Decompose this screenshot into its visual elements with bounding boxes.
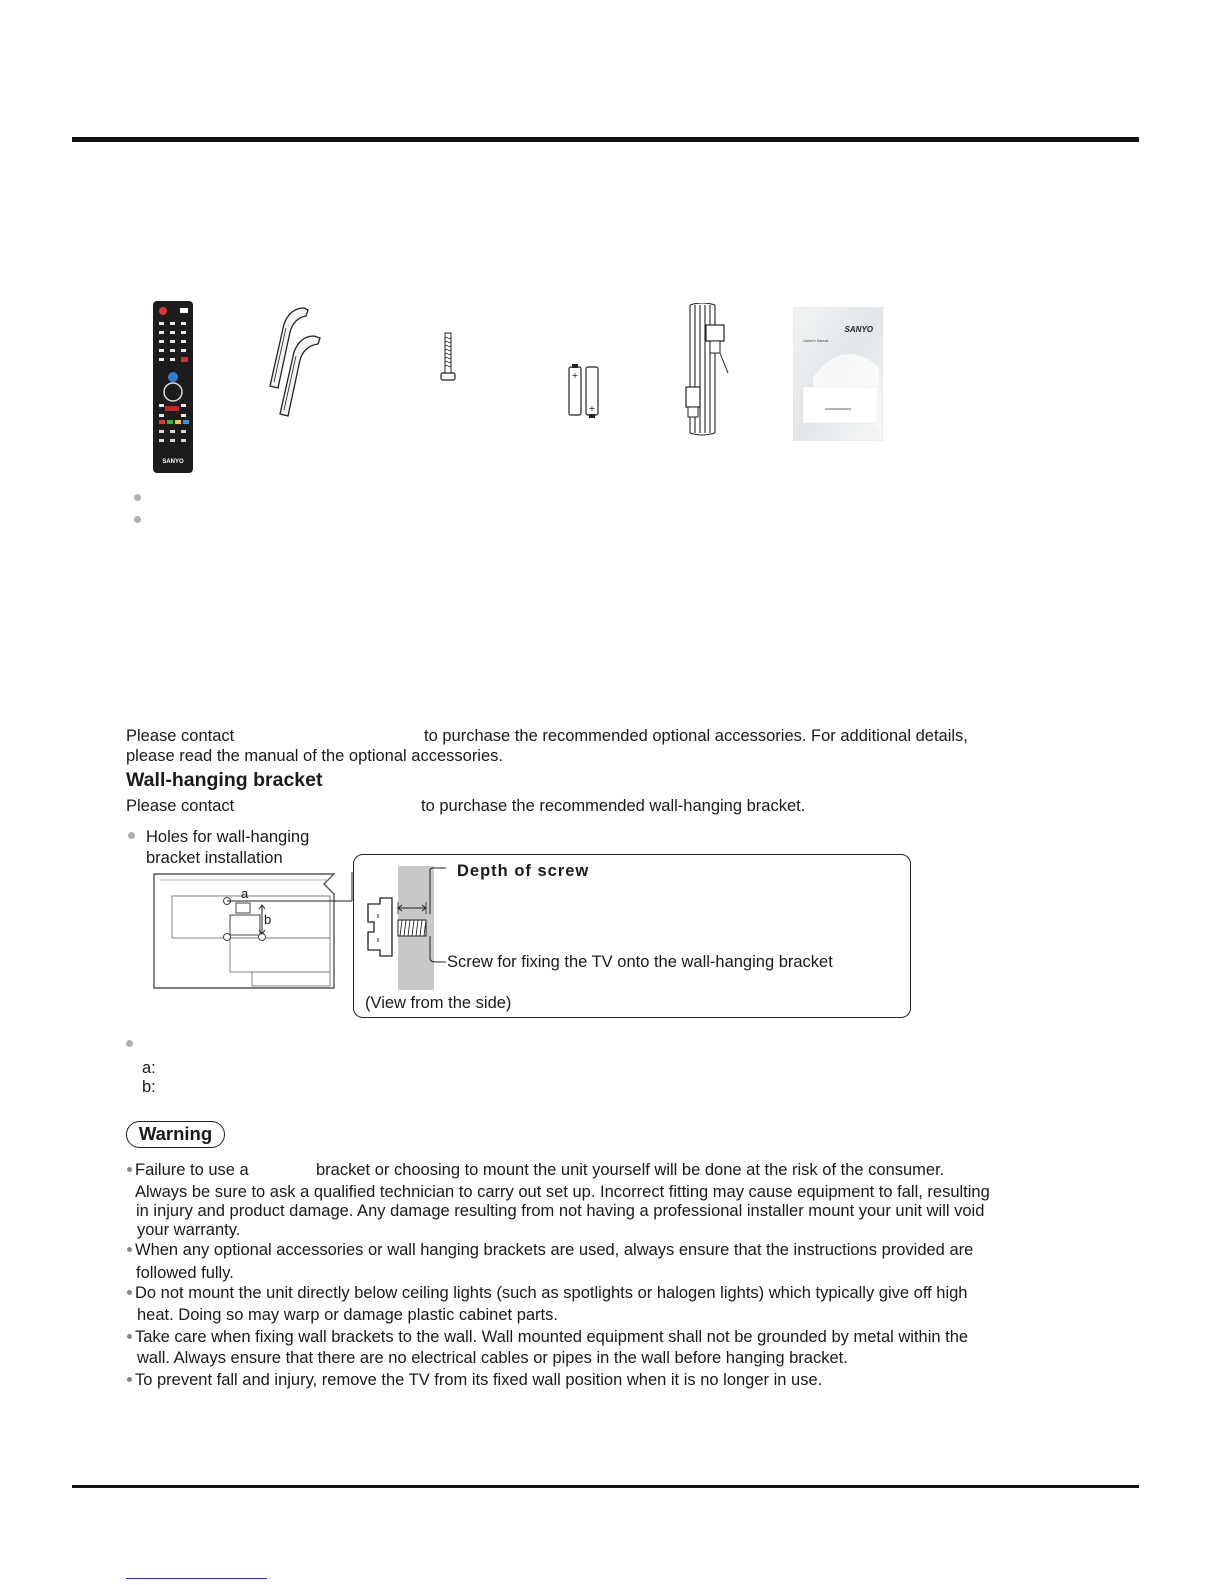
warning-item1-a: Failure to use a [135,1161,249,1179]
optional-intro-line2: please read the manual of the optional accessories. [126,747,503,765]
holes-label-line2: bracket installation [146,849,283,867]
warning-bullet [127,1334,132,1339]
wall-bracket-contact-a: Please contact [126,797,235,815]
view-caption: (View from the side) [365,994,512,1012]
manual-brand: SANYO [844,325,873,334]
batteries-icon [566,364,602,418]
manual-title: Owner's Manual [803,339,829,343]
warning-title: Warning [126,1121,225,1148]
bullet-dot [128,832,135,839]
warning-item4-line2: wall. Always ensure that there are no electrical cables or pipes in the wall before hanging bracket. [137,1349,848,1367]
bullet-dot [126,1040,133,1047]
power-cord-icon [680,303,736,437]
screw-icon [440,332,456,384]
holes-label-line1: Holes for wall-hanging [146,828,310,846]
footer-link-underline[interactable] [126,1578,267,1579]
tv-rear-view-diagram [152,870,358,994]
top-rule [72,137,1139,142]
warning-item1-b: bracket or choosing to mount the unit yourself will be done at the risk of the consumer. [316,1161,945,1179]
warning-item1-line4: your warranty. [137,1221,241,1239]
wall-bracket-heading: Wall-hanging bracket [126,769,323,791]
optional-intro-line1a: Please contact [126,727,235,745]
warning-item5-line1: To prevent fall and injury, remove the TV from its fixed wall position when it is no longer in use. [135,1371,823,1389]
warning-item2-line2: followed fully. [136,1264,234,1282]
screw-caption: Screw for fixing the TV onto the wall-hanging bracket [447,953,833,971]
dim-label-a: a [241,886,249,901]
dimension-a-label: a: [142,1059,156,1077]
wall-bracket-contact-b: to purchase the recommended wall-hanging bracket. [421,797,806,815]
warning-item3-line1: Do not mount the unit directly below ceiling lights (such as spotlights or halogen lights) which typically give off high [135,1284,968,1302]
svg-text:+: + [588,404,596,413]
stand-legs-icon [262,302,334,418]
owners-manual-icon [793,307,883,441]
depth-of-screw-label: Depth of screw [457,862,590,880]
warning-item4-line1: Take care when fixing wall brackets to the wall. Wall mounted equipment shall not be grounded by metal within the [135,1328,969,1346]
dim-label-b: b [264,912,272,927]
svg-text:+: + [571,371,579,380]
warning-item1-line2: Always be sure to ask a qualified technician to carry out set up. Incorrect fitting may cause equipment to fall, resulting [135,1183,990,1201]
bullet-dot [134,516,141,523]
warning-item2-line1: When any optional accessories or wall hanging brackets are used, always ensure that the instructions provided are [135,1241,974,1259]
warning-bullet [127,1377,132,1382]
warning-bullet [127,1290,132,1295]
bottom-rule [72,1485,1139,1488]
warning-item3-line2: heat. Doing so may warp or damage plastic cabinet parts. [137,1306,558,1324]
bullet-dot [134,494,141,501]
optional-intro-line1b: to purchase the recommended optional accessories. For additional details, [424,727,968,745]
remote-brand: SANYO [162,459,184,465]
dimension-b-label: b: [142,1078,156,1096]
warning-bullet [127,1247,132,1252]
wall-mount-side-view-diagram [364,864,446,992]
warning-bullet [127,1167,132,1172]
warning-item1-line3: in injury and product damage. Any damage resulting from not having a professional installer mount your unit will void [136,1202,985,1220]
remote-control-icon [152,300,194,474]
